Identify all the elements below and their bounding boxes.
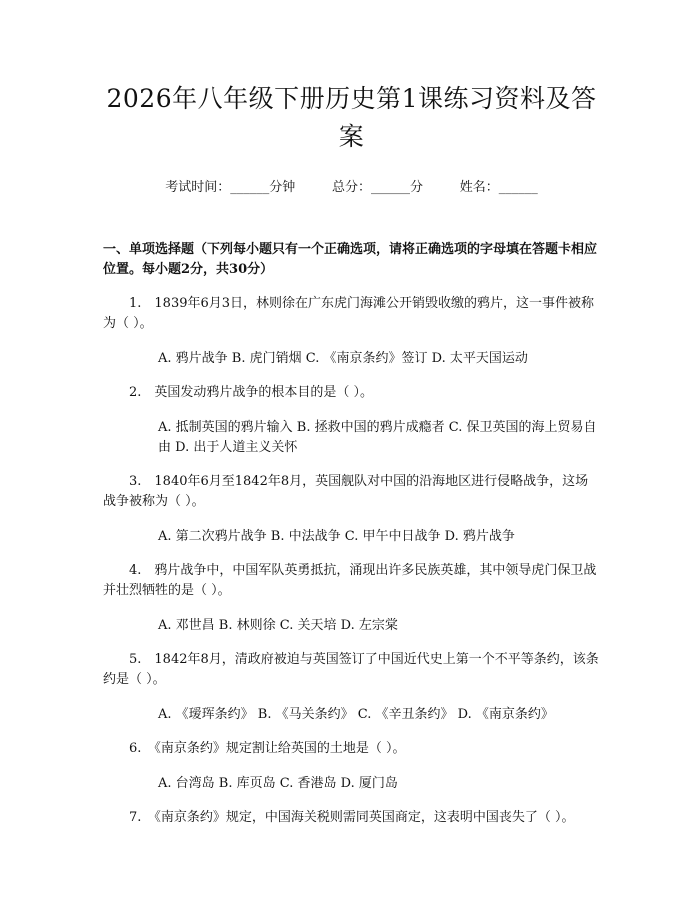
exam-meta-text: 考试时间：______分钟 总分：______分 姓名：______ xyxy=(165,180,538,195)
question-1-options: A. 鸦片战争 B. 虎门销烟 C. 《南京条约》签订 D. 太平天国运动 xyxy=(158,351,528,366)
question-5-options: A. 《瑷珲条约》 B. 《马关条约》 C. 《辛丑条约》 D. 《南京条约》 xyxy=(158,707,554,722)
exam-meta-line xyxy=(103,178,600,198)
question-4-options: A. 邓世昌 B. 林则徐 C. 关天培 D. 左宗棠 xyxy=(158,618,398,633)
question-6-options: A. 台湾岛 B. 库页岛 C. 香港岛 D. 厦门岛 xyxy=(158,776,398,791)
question-5: 5. 1842年8月，清政府被迫与英国签订了中国近代史上第一个不平等条约，该条约是（ ）。 xyxy=(103,652,599,687)
section-heading: 一、单项选择题（下列每小题只有一个正确选项，请将正确选项的字母填在答题卡相应位置。每小题2分，共30分） xyxy=(103,242,598,277)
document-title: 2026年八年级下册历史第1课练习资料及答案 xyxy=(106,84,597,151)
question-3-options: A. 第二次鸦片战争 B. 中法战争 C. 甲午中日战争 D. 鸦片战争 xyxy=(158,529,515,544)
question-6: 6. 《南京条约》规定割让给英国的土地是（ ）。 xyxy=(129,741,406,756)
question-3: 3. 1840年6月至1842年8月，英国舰队对中国的沿海地区进行侵略战争，这场战争被称为（ ）。 xyxy=(103,474,589,509)
question-2: 2. 英国发动鸦片战争的根本目的是（ ）。 xyxy=(129,385,374,400)
question-1: 1. 1839年6月3日，林则徐在广东虎门海滩公开销毁收缴的鸦片，这一事件被称为（ ）。 xyxy=(103,296,595,331)
question-7: 7. 《南京条约》规定，中国海关税则需同英国商定，这表明中国丧失了（ ）。 xyxy=(129,810,575,825)
question-2-options: A. 抵制英国的鸦片输入 B. 拯救中国的鸦片成瘾者 C. 保卫英国的海上贸易自由 D. 出于人道主义关怀 xyxy=(158,420,597,455)
question-4: 4. 鸦片战争中，中国军队英勇抵抗，涌现出许多民族英雄，其中领导虎门保卫战并壮烈牺牲的是（ ）。 xyxy=(103,563,597,598)
question-list xyxy=(103,294,600,828)
